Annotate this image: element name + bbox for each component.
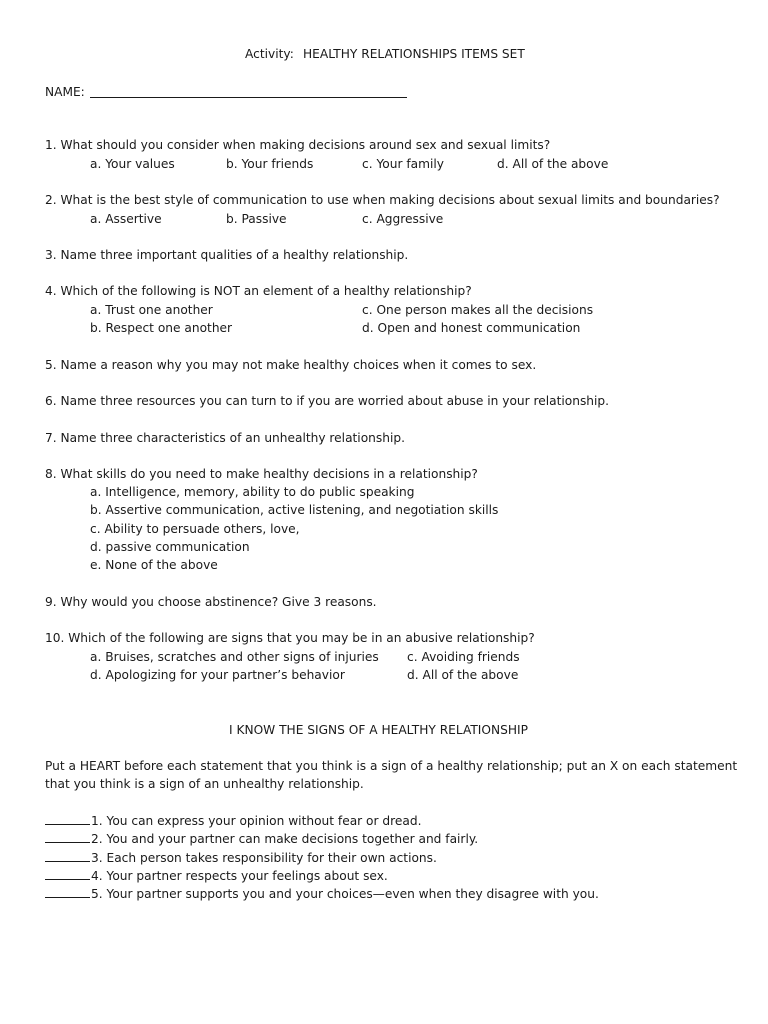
answer-blank[interactable] [45, 813, 90, 825]
q4-option-d: d. Open and honest communication [362, 321, 581, 335]
q8-option-c: c. Ability to persuade others, love, [90, 522, 300, 536]
q1-option-a: a. Your values [90, 157, 175, 171]
question-4: 4. Which of the following is NOT an element of a healthy relationship? [45, 284, 472, 298]
q4-option-a: a. Trust one another [90, 303, 213, 317]
question-1: 1. What should you consider when making decisions around sex and sexual limits? [45, 138, 551, 152]
question-9: 9. Why would you choose abstinence? Give 3 reasons. [45, 595, 377, 609]
name-field[interactable] [90, 83, 407, 98]
q4-option-b: b. Respect one another [90, 321, 233, 335]
answer-blank[interactable] [45, 831, 90, 843]
question-6: 6. Name three resources you can turn to if you are worried about abuse in your relationship. [45, 394, 610, 408]
answer-blank[interactable] [45, 868, 90, 880]
q10-option-c: c. Avoiding friends [407, 650, 520, 664]
q1-option-c: c. Your family [362, 157, 444, 171]
q8-option-d: d. passive communication [90, 540, 250, 554]
question-2: 2. What is the best style of communication to use when making decisions about sexual limits and boundaries? [45, 193, 720, 207]
question-3: 3. Name three important qualities of a healthy relationship. [45, 248, 409, 262]
q10-option-d2: d. All of the above [407, 668, 519, 682]
statement-4: 4. Your partner respects your feelings about sex. [45, 868, 388, 884]
question-8: 8. What skills do you need to make healthy decisions in a relationship? [45, 467, 478, 481]
q8-option-b: b. Assertive communication, active listening, and negotiation skills [90, 503, 499, 517]
question-7: 7. Name three characteristics of an unhealthy relationship. [45, 431, 405, 445]
q10-option-a: a. Bruises, scratches and other signs of injuries [90, 650, 379, 664]
q8-option-e: e. None of the above [90, 558, 218, 572]
name-label: NAME: [45, 85, 85, 99]
q10-option-d: d. Apologizing for your partner’s behavior [90, 668, 345, 682]
q2-option-c: c. Aggressive [362, 212, 444, 226]
q2-option-a: a. Assertive [90, 212, 162, 226]
statement-2: 2. You and your partner can make decisions together and fairly. [45, 831, 478, 847]
q1-option-d: d. All of the above [497, 157, 609, 171]
section-title: I KNOW THE SIGNS OF A HEALTHY RELATIONSHIP [229, 723, 528, 737]
answer-blank[interactable] [45, 886, 90, 898]
q1-option-b: b. Your friends [226, 157, 314, 171]
page-title: HEALTHY RELATIONSHIPS ITEMS SET [303, 47, 525, 61]
q8-option-a: a. Intelligence, memory, ability to do public speaking [90, 485, 415, 499]
activity-label: Activity: [245, 47, 294, 61]
answer-blank[interactable] [45, 850, 90, 862]
q2-option-b: b. Passive [226, 212, 287, 226]
statement-1: 1. You can express your opinion without fear or dread. [45, 813, 421, 829]
q4-option-c: c. One person makes all the decisions [362, 303, 594, 317]
instructions-line-2: that you think is a sign of an unhealthy relationship. [45, 777, 364, 791]
statement-3: 3. Each person takes responsibility for their own actions. [45, 850, 437, 866]
statement-5: 5. Your partner supports you and your choices—even when they disagree with you. [45, 886, 599, 902]
question-10: 10. Which of the following are signs that you may be in an abusive relationship? [45, 631, 535, 645]
instructions-line-1: Put a HEART before each statement that you think is a sign of a healthy relationship; put an X on each statement [45, 759, 738, 773]
question-5: 5. Name a reason why you may not make healthy choices when it comes to sex. [45, 358, 537, 372]
